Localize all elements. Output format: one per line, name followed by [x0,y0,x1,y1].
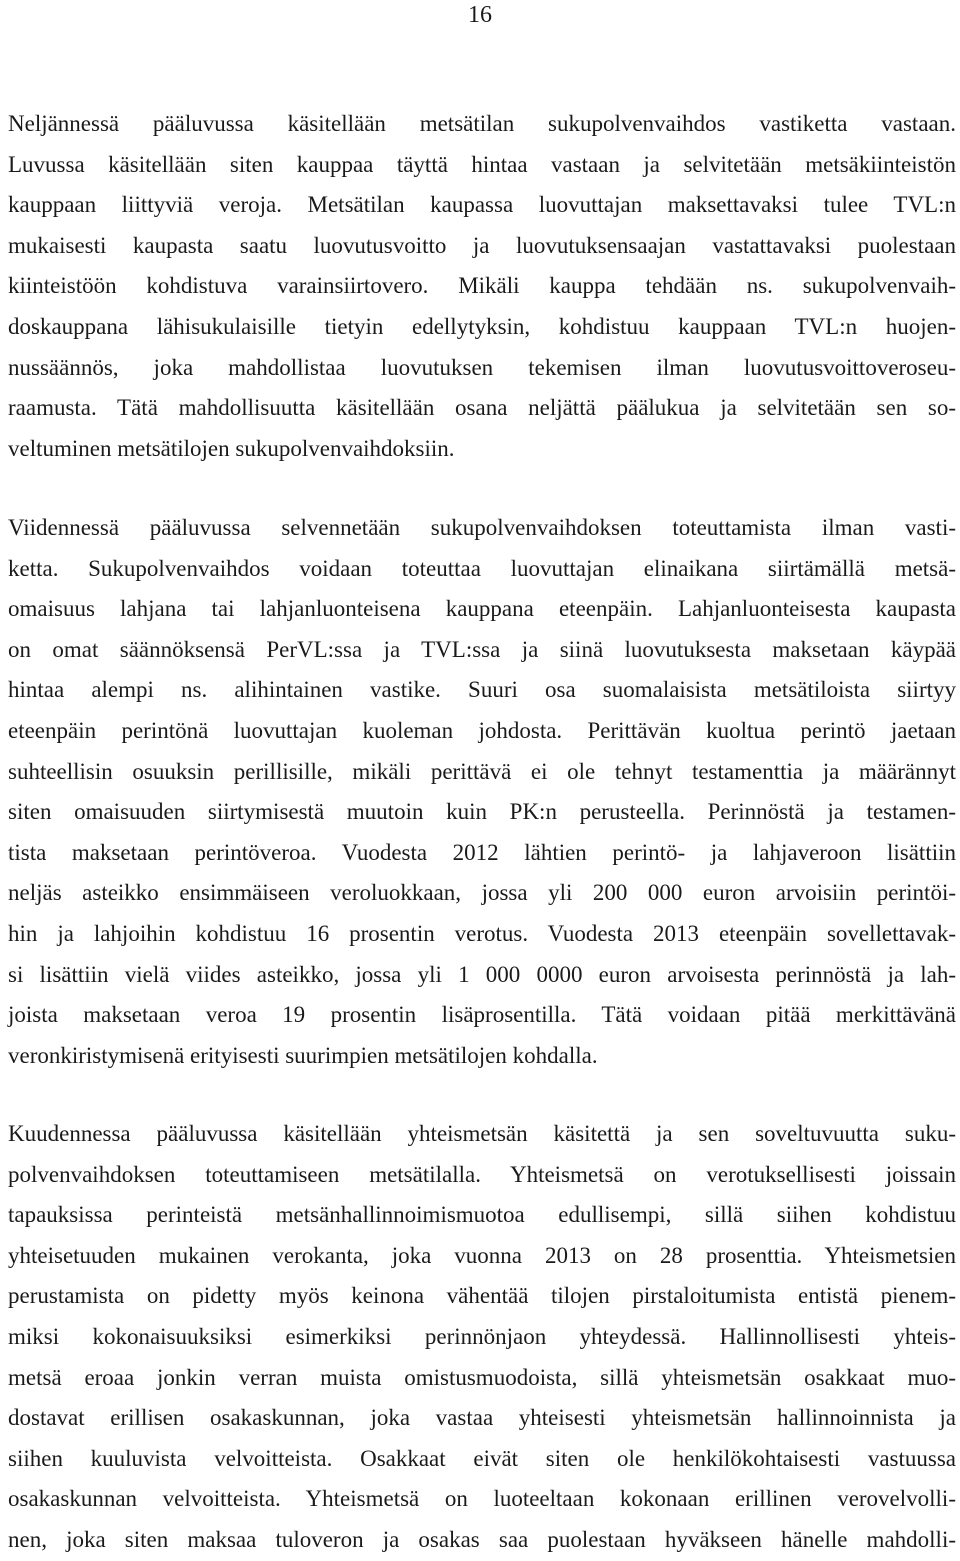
text-line: dostavat erillisen osakaskunnan, joka vastaa yhteisesti yhteismetsän hallinnoinnista ja [8,1405,956,1431]
text-line: joista maksetaan veroa 19 prosentin lisäprosentilla. Tätä voidaan pitää merkittävänä [8,1002,956,1028]
text-line: kauppaan liittyviä veroja. Metsätilan kaupassa luovuttajan maksettavaksi tulee TVL:n [8,192,956,218]
text-line: veronkiristymisenä erityisesti suurimpien metsätilojen kohdalla. [8,1042,598,1068]
text-line: omaisuus lahjana tai lahjanluonteisena kauppana eteenpäin. Lahjanluonteisesta kaupasta [8,596,956,622]
text-line: hin ja lahjoihin kohdistuu 16 prosentin verotus. Vuodesta 2013 eteenpäin sovellettavak- [8,920,956,946]
text-line: polvenvaihdoksen toteuttamiseen metsätilalla. Yhteismetsä on verotuksellisesti joissain [8,1161,956,1187]
page-number: 16 [468,2,492,28]
text-line: siten omaisuuden siirtymisestä muutoin kuin PK:n perusteella. Perinnöstä ja testamen- [8,799,956,825]
text-line: siihen kuuluvista velvoitteista. Osakkaat eivät siten ole henkilökohtaisesti vastuussa [8,1445,956,1471]
text-line: mukaisesti kaupasta saatu luovutusvoitto ja luovutuksensaajan vastattavaksi puolestaan [8,232,956,258]
text-line: nussäännös, joka mahdollistaa luovutuksen tekemisen ilman luovutusvoittoveroseu- [8,354,956,380]
text-line: neljäs asteikko ensimmäiseen veroluokkaan, jossa yli 200 000 euron arvoisiin perintöi- [8,880,956,906]
text-line: Luvussa käsitellään siten kauppaa täyttä hintaa vastaan ja selvitetään metsäkiinteistön [8,151,956,177]
text-line: hintaa alempi ns. alihintainen vastike. Suuri osa suomalaisista metsätiloista siirtyy [8,677,956,703]
text-line: veltuminen metsätilojen sukupolvenvaihdoksiin. [8,435,455,461]
text-line: perustamista on pidetty myös keinona vähentää tilojen pirstaloitumista entistä pienem- [8,1283,956,1309]
text-line: tapauksissa perinteistä metsänhallinnoimismuotoa edullisempi, sillä siihen kohdistuu [8,1202,956,1228]
text-line: miksi kokonaisuuksiksi esimerkiksi perinnönjaon yhteydessä. Hallinnollisesti yhteis- [8,1323,956,1349]
text-line: eteenpäin perintönä luovuttajan kuoleman johdosta. Perittävän kuoltua perintö jaetaan [8,717,956,743]
text-line: nen, joka siten maksaa tuloveron ja osakas saa puolestaan hyväkseen hänelle mahdolli- [8,1526,956,1552]
text-line: metsä eroaa jonkin verran muista omistusmuodoista, sillä yhteismetsän osakkaat muo- [8,1364,956,1390]
text-line: doskauppana lähisukulaisille tietyin edellytyksin, kohdistuu kauppaan TVL:n huojen- [8,313,956,339]
text-line: Kuudennessa pääluvussa käsitellään yhteismetsän käsitettä ja sen soveltuvuutta suku- [8,1121,956,1146]
text-line: tista maksetaan perintöveroa. Vuodesta 2012 lähtien perintö- ja lahjaveroon lisättiin [8,839,956,865]
text-line: osakaskunnan velvoitteista. Yhteismetsä on luoteeltaan kokonaan erillinen verovelvolli- [8,1486,956,1512]
paragraph-chapter-four [8,104,956,469]
paragraph-chapter-six [8,1114,956,1561]
text-line: kiinteistöön kohdistuva varainsiirtovero. Mikäli kauppa tehdään ns. sukupolvenvaih- [8,273,956,299]
text-line: raamusta. Tätä mahdollisuutta käsitellään osana neljättä päälukua ja selvitetään sen so- [8,395,956,421]
text-line: yhteisetuuden mukainen verokanta, joka vuonna 2013 on 28 prosenttia. Yhteismetsien [8,1242,956,1268]
paragraph-chapter-five [8,508,956,1076]
text-line: si lisättiin vielä viides asteikko, jossa yli 1 000 0000 euron arvoisesta perinnöstä ja lah- [8,961,956,987]
text-line: suhteellisin osuuksin perillisille, mikäli perittävä ei ole tehnyt testamenttia ja määrännyt [8,758,956,784]
text-line: Viidennessä pääluvussa selvennetään sukupolvenvaihdoksen toteuttamista ilman vasti- [8,515,956,540]
text-line: Neljännessä pääluvussa käsitellään metsätilan sukupolvenvaihdos vastiketta vastaan. [8,111,956,136]
text-line: ketta. Sukupolvenvaihdos voidaan toteuttaa luovuttajan elinaikana siirtämällä metsä- [8,555,956,581]
text-line: on omat säännöksensä PerVL:ssa ja TVL:ssa ja siinä luovutuksesta maksetaan käypää [8,636,956,662]
